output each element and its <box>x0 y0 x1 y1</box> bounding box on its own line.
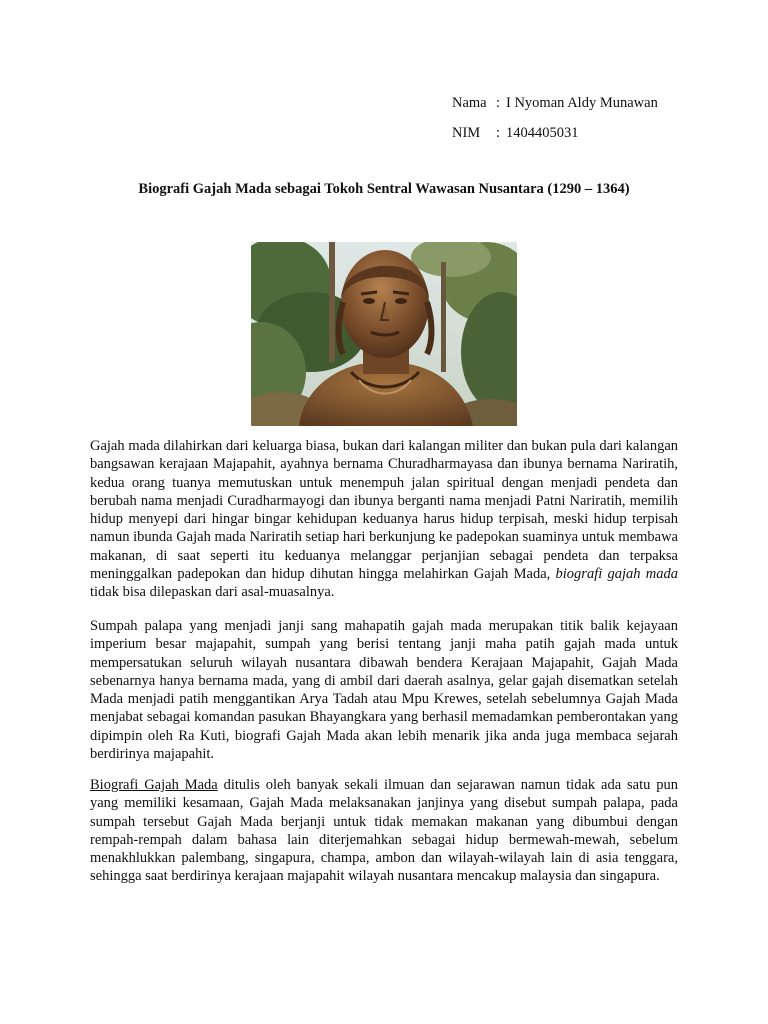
paragraph-1-end: tidak bisa dilepaskan dari asal-muasalnya. <box>90 584 335 601</box>
paragraph-3-link[interactable]: Biografi Gajah Mada <box>90 777 218 793</box>
page-title: Biografi Gajah Mada sebagai Tokoh Sentral Wawasan Nusantara (1290 – 1364) <box>138 181 630 197</box>
name-label: Nama <box>452 95 487 111</box>
paragraph-1-text: Gajah mada dilahirkan dari keluarga biasa, bukan dari kalangan militer dan bukan pula dari kalangan bangsawan kerajaan Majapahit, ayahnya bernama Churadharmayasa dan ibunya bernama Nariratih, kedua orang tuanya memutuskan untuk menempuh jalan spiritual dengan menjadi pendeta dan berubah nama menjadi Curadharmayogi dan ibunya berganti nama menjadi Patni Nariratih, memilih hidup menyepi dari hingar bingar kehidupan keduanya harus hidup terpisah, meski hidup terpisah namun ibunda Gajah mada Nariratih setiap hari berkunjung ke padepokan suaminya untuk membawa makanan, di saat seperti itu keduanya melanggar perjanjian sebagai pendeta dan terpaksa meninggalkan padepokan dan hidup dihutan hingga melahirkan Gajah Mada, <box>90 438 678 583</box>
paragraph-1 <box>90 437 678 602</box>
nim-separator: : <box>496 125 501 141</box>
nim-value: 1404405031 <box>506 125 579 141</box>
name-separator: : <box>496 95 501 111</box>
name-row <box>452 94 658 112</box>
paragraph-2-text: Sumpah palapa yang menjadi janji sang mahapatih gajah mada merupakan titik balik kejayaan imperium besar majapahit, sumpah yang berisi tentang janji maha patih gajah mada untuk mempersatukan seluruh wilayah nusantara dibawah bendera Kerajaan Majapahit, Gajah Mada sebenarnya hanya bernama mada, yang di ambil dari daerah asalnya, gelar gajah disematkan setelah Mada menjadi patih menggantikan Arya Tadah atau Mpu Krewes, setelah sebelumnya Gajah Mada menjabat sebagai komandan pasukan Bhayangkara yang berhasil memadamkan pemberontakan yang dipimpin oleh Ra Kuti, biografi Gajah Mada akan lebih menarik jika anda juga membaca sejarah berdirinya majapahit. <box>90 618 678 763</box>
paragraph-3-text: ditulis oleh banyak sekali ilmuan dan sejarawan namun tidak ada satu pun yang memiliki kesamaan, Gajah Mada melaksanakan janjinya yang disebut sumpah palapa, pada sumpah tersebut Gajah Mada berjanji untuk tidak memakan makanan yang dibumbui dengan rempah-rempah dalam bahasa lain diterjemahkan sebagai hidup bermewah-mewah, sebelum menakhlukkan palembang, singapura, champa, ambon dan wilayah-wilayah lain di asia tenggara, sehingga saat berdirinya kerajaan majapahit wilayah nusantara mencakup malaysia dan singapura. <box>90 777 678 885</box>
paragraph-3 <box>90 776 678 886</box>
name-value: I Nyoman Aldy Munawan <box>506 95 658 111</box>
nim-row <box>452 124 579 142</box>
statue-bust-photo <box>251 242 517 426</box>
paragraph-1-italic: biografi gajah mada <box>555 566 678 583</box>
paragraph-2 <box>90 617 678 763</box>
nim-label: NIM <box>452 125 481 141</box>
